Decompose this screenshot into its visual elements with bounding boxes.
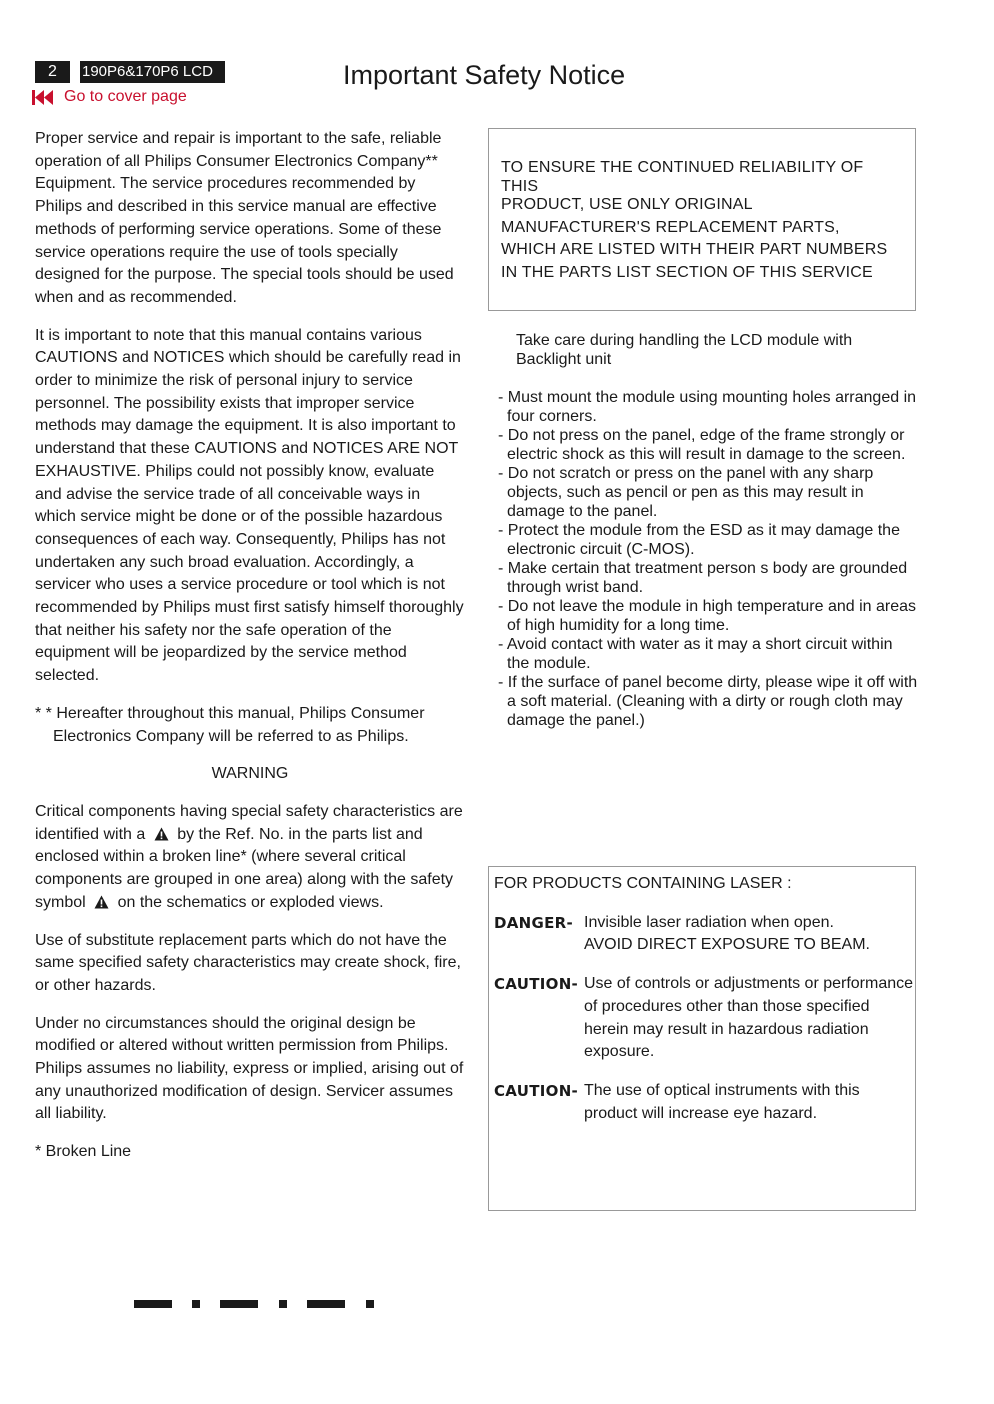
broken-line-note: * Broken Line	[35, 1143, 132, 1161]
reliability-line: WHICH ARE LISTED WITH THEIR PART NUMBERS	[501, 241, 888, 258]
caution-row	[494, 1080, 915, 1125]
critical-text-2: by the Ref. No. in the parts list and enclosed within a broken line* (where several critical components are grouped in one area) along with the safety symbol	[35, 825, 454, 911]
philips-footnote	[35, 703, 465, 748]
modification-paragraph: Under no circumstances should the original design be modified or altered without written permission from Philips. Philips assumes no liability, express or implied, arising out of any unauthorized modification of design. Servicer assumes all liability.	[35, 1014, 464, 1123]
caution-label: CAUTION-	[494, 975, 579, 994]
lcd-handling-heading: Take care during handling the LCD module with Backlight unit	[516, 332, 853, 368]
intro-paragraph: Proper service and repair is important to the safe, reliable operation of all Philips Consumer Electronics Company** Equipment. The service procedures recommended by Philips and described in this service manual are effective methods of performing service operations. Some of these service operations require the use of tools specially designed for the purpose. The special tools should be used when and as recommended.	[35, 130, 454, 306]
page-number: 2	[35, 61, 70, 83]
safety-warning-icon	[154, 827, 169, 841]
danger-row	[494, 912, 915, 957]
danger-text: Invisible laser radiation when open.	[584, 913, 834, 931]
critical-text-3: on the schematics or exploded views.	[117, 893, 384, 911]
footnote-line-1: * * Hereafter throughout this manual, Philips Consumer	[35, 704, 425, 722]
page-title: Important Safety Notice	[343, 60, 626, 90]
reliability-line: THIS	[501, 177, 539, 195]
broken-line-symbol	[134, 1300, 374, 1310]
list-item: - Do not press on the panel, edge of the frame strongly or electric shock as this will result in damage to the screen.	[498, 427, 906, 463]
caution-label: CAUTION-	[494, 1081, 579, 1100]
critical-text-1: Critical components having special safety characteristics are identified with a	[35, 802, 463, 843]
reliability-line: TO ENSURE THE CONTINUED RELIABILITY OF	[501, 159, 864, 176]
footnote-line-2: Electronics Company will be referred to as Philips.	[53, 727, 409, 745]
critical-components-paragraph	[35, 801, 465, 915]
danger-text: AVOID DIRECT EXPOSURE TO BEAM.	[584, 936, 870, 954]
caution-text: The use of optical instruments with this product will increase eye hazard.	[584, 1081, 860, 1122]
cautions-paragraph: It is important to note that this manual contains various CAUTIONS and NOTICES which should be carefully read in order to minimize the risk of personal injury to service personnel. The possibility exists that improper service methods may damage the equipment. It is also important to understand that these CAUTIONS and NOTICES ARE NOT EXHAUSTIVE. Philips could not possibly know, evaluate and advise the service trade of all conceivable ways in which service might be done or of the possible hazardous consequences of each way. Consequently, Philips has not undertaken any such broad evaluation. Accordingly, a servicer who uses a service procedure or tool which is not recommended by Philips must first satisfy himself thoroughly that neither his safety nor the safe operation of the equipment will be jeopardized by the service method selected.	[35, 326, 464, 685]
laser-heading: FOR PRODUCTS CONTAINING LASER :	[494, 875, 792, 892]
list-item: - Do not scratch or press on the panel with any sharp objects, such as pencil or pen as this may result in damage to the panel.	[498, 465, 874, 520]
list-item: - Avoid contact with water as it may a short circuit within the module.	[498, 636, 893, 672]
go-to-cover-label: Go to cover page	[64, 88, 187, 105]
caution-row	[494, 973, 915, 1064]
reliability-line: IN THE PARTS LIST SECTION OF THIS SERVICE	[501, 263, 873, 281]
warning-heading: WARNING	[211, 765, 289, 783]
reliability-line: MANUFACTURER'S REPLACEMENT PARTS,	[501, 218, 840, 236]
caution-text: Use of controls or adjustments or performance of procedures other than those specified herein may result in hazardous radiation exposure.	[584, 975, 914, 1061]
list-item: - Do not leave the module in high temperature and in areas of high humidity for a long time.	[498, 598, 917, 634]
reliability-line: PRODUCT, USE ONLY ORIGINAL	[501, 196, 753, 213]
lcd-handling-section	[498, 331, 918, 730]
list-item: - If the surface of panel become dirty, please wipe it off with a soft material. (Cleaning with a dirty or rough cloth may damage the panel.)	[498, 674, 918, 729]
model-label: 190P6&170P6 LCD	[80, 61, 225, 83]
laser-warning-box	[488, 866, 916, 1211]
list-item: - Protect the module from the ESD as it may damage the electronic circuit (C-MOS).	[498, 522, 900, 558]
list-item: - Make certain that treatment person s body are grounded through wrist band.	[498, 560, 908, 596]
safety-warning-icon	[94, 895, 109, 909]
danger-label: DANGER-	[494, 913, 574, 932]
go-to-cover-link[interactable]	[32, 88, 187, 106]
lcd-handling-list	[498, 388, 918, 730]
substitute-parts-paragraph: Use of substitute replacement parts which do not have the same specified safety characteristics may create shock, fire, or other hazards.	[35, 931, 461, 994]
reliability-notice-box	[488, 128, 916, 311]
left-column	[35, 128, 465, 1179]
skip-back-icon	[32, 90, 54, 105]
list-item: - Must mount the module using mounting holes arranged in four corners.	[498, 389, 917, 425]
